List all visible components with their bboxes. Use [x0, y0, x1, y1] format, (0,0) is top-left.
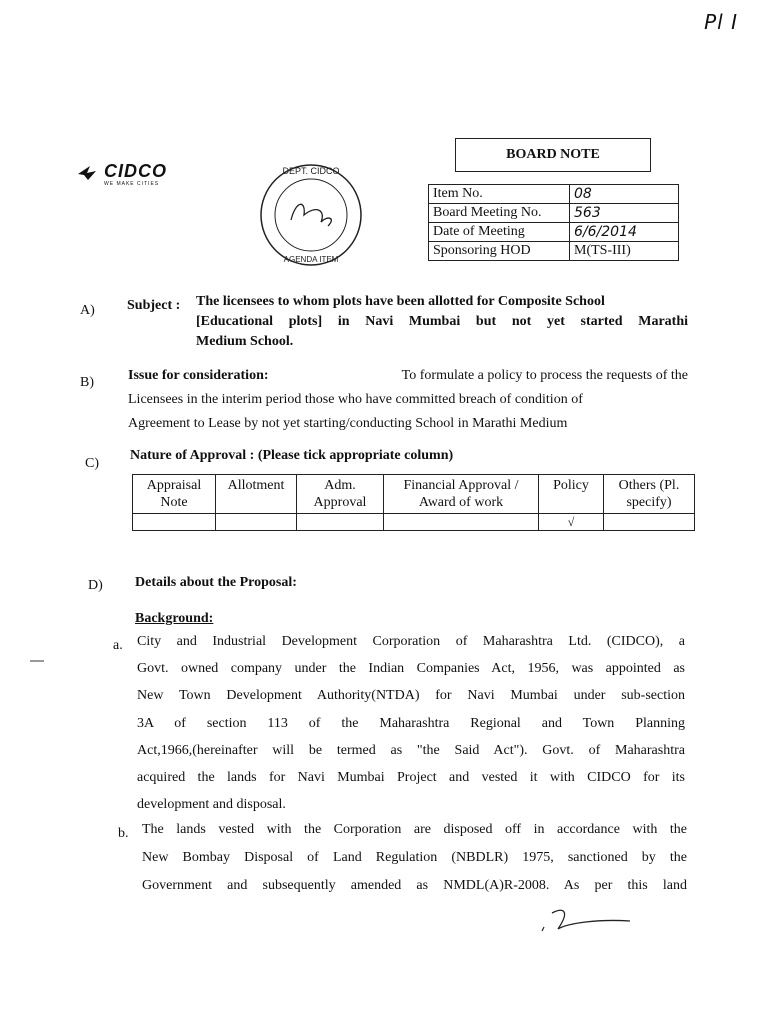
- tick-cell[interactable]: [604, 514, 695, 531]
- section-b-letter: B): [80, 375, 94, 390]
- tick-cell[interactable]: [216, 514, 297, 531]
- sponsoring-hod-label: Sponsoring HOD: [429, 242, 570, 261]
- item-no-value: 08: [570, 185, 679, 204]
- col-adm-approval: Adm. Approval: [297, 475, 384, 514]
- logo-name: CIDCO: [104, 161, 167, 181]
- paragraph-line: 3A of section 113 of the Maharashtra Regional and Town Planning: [137, 715, 685, 731]
- section-a-subject: [196, 292, 688, 352]
- subject-line: Medium School.: [196, 334, 294, 349]
- scan-mark: [30, 660, 44, 662]
- section-b-label: Issue for consideration:: [128, 368, 269, 383]
- paragraph-line: New Bombay Disposal of Land Regulation (NBDLR) 1975, sanctioned by the: [142, 850, 687, 865]
- paragraph-line: New Town Development Authority(NTDA) for Navi Mumbai under sub-section: [137, 688, 685, 704]
- approval-table: [132, 474, 695, 531]
- svg-text:DEPT. CIDCO: DEPT. CIDCO: [282, 166, 340, 176]
- subject-line: The licensees to whom plots have been allotted for Composite School: [196, 294, 605, 309]
- section-a-label: Subject :: [127, 298, 181, 313]
- meeting-no-value: 563: [570, 204, 679, 223]
- section-d-letter: D): [88, 578, 103, 593]
- table-row: [429, 223, 679, 242]
- sponsoring-hod-value: M(TS-III): [570, 242, 679, 261]
- background-item-a: [137, 628, 685, 818]
- section-c-letter: C): [85, 456, 99, 471]
- circulated-agenda-stamp: [256, 160, 366, 270]
- background-item-b: [142, 816, 687, 900]
- section-b-line: To formulate a policy to process the requests of the: [401, 368, 688, 383]
- col-financial-approval: Financial Approval / Award of work: [384, 475, 539, 514]
- paragraph-line: City and Industrial Development Corporation of Maharashtra Ltd. (CIDCO), a: [137, 634, 685, 649]
- col-others: Others (Pl. specify): [604, 475, 695, 514]
- list-letter-b: b.: [118, 826, 129, 841]
- list-letter-a: a.: [113, 638, 123, 653]
- tick-cell-policy[interactable]: √: [539, 514, 604, 531]
- approval-header-row: [133, 475, 695, 514]
- section-d-label: Details about the Proposal:: [135, 575, 297, 590]
- table-row: [429, 185, 679, 204]
- background-heading: Background:: [135, 611, 214, 626]
- approval-tick-row: [133, 514, 695, 531]
- col-policy: Policy: [539, 475, 604, 514]
- tick-cell[interactable]: [297, 514, 384, 531]
- board-note-title: BOARD NOTE: [455, 138, 651, 172]
- meeting-date-value: 6/6/2014: [570, 223, 679, 242]
- paragraph-line: Act,1966,(hereinafter will be termed as "the Said Act"). Govt. of Maharashtra: [137, 742, 685, 758]
- section-b-line: Agreement to Lease by not yet starting/conducting School in Marathi Medium: [128, 416, 568, 431]
- signature-initials: [538, 905, 638, 935]
- paragraph-line: Govt. owned company under the Indian Companies Act, 1956, was appointed as: [137, 661, 685, 677]
- svg-text:AGENDA ITEM: AGENDA ITEM: [283, 255, 339, 264]
- cidco-logo: [76, 162, 167, 187]
- col-allotment: Allotment: [216, 475, 297, 514]
- section-b-line: Licensees in the interim period those who have committed breach of condition of: [128, 392, 583, 407]
- page-number: Pl I: [704, 10, 738, 34]
- tick-cell[interactable]: [133, 514, 216, 531]
- section-b-body: [128, 364, 688, 436]
- item-no-label: Item No.: [429, 185, 570, 204]
- paragraph-line: Government and subsequently amended as NMDL(A)R-2008. As per this land: [142, 878, 687, 893]
- logo-tagline: WE MAKE CITIES: [104, 181, 160, 187]
- paragraph-line: development and disposal.: [137, 797, 286, 813]
- table-row: [429, 242, 679, 261]
- paragraph-line: acquired the lands for Navi Mumbai Project and vested it with CIDCO for its: [137, 770, 685, 786]
- tick-cell[interactable]: [384, 514, 539, 531]
- paragraph-line: The lands vested with the Corporation are disposed off in accordance with the: [142, 822, 687, 837]
- meeting-no-label: Board Meeting No.: [429, 204, 570, 223]
- section-a-letter: A): [80, 303, 95, 318]
- subject-line: [Educational plots] in Navi Mumbai but not yet started Marathi: [196, 314, 688, 329]
- cidco-bird-icon: [76, 162, 98, 184]
- section-c-label: Nature of Approval : (Please tick appropriate column): [130, 448, 454, 463]
- board-note-table: [428, 184, 679, 261]
- meeting-date-label: Date of Meeting: [429, 223, 570, 242]
- table-row: [429, 204, 679, 223]
- col-appraisal-note: Appraisal Note: [133, 475, 216, 514]
